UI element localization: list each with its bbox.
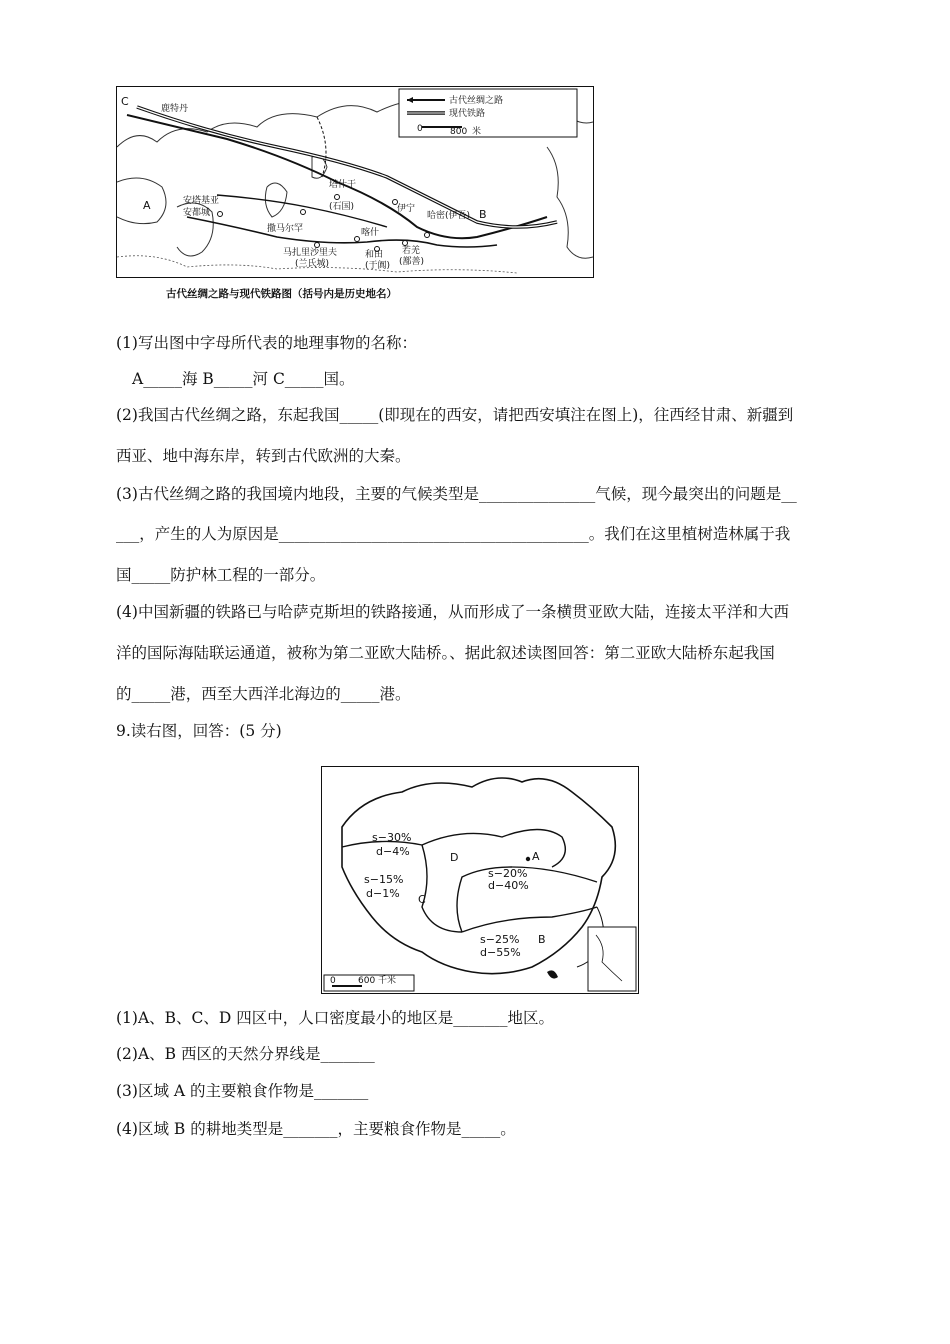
legend-silk-road: 古代丝绸之路 — [449, 96, 504, 106]
q9-part2: (2)A、B 西区的天然分界线是_______ — [116, 1045, 375, 1063]
q8-part4-line3: 的_____港，西至大西洋北海边的_____港。 — [116, 685, 411, 703]
label-tashkent-hist: (石国) — [329, 202, 355, 212]
label-merv-hist: (兰氏城) — [295, 259, 330, 269]
china-region-map — [321, 766, 639, 994]
label-tashkent: 塔什干 — [329, 180, 357, 190]
q8-part1: (1)写出图中字母所代表的地理事物的名称： — [116, 334, 417, 352]
scale-value: 800 — [450, 127, 468, 137]
label-merv: 马扎里沙里夫 — [283, 248, 338, 258]
label-d-d: d−4% — [376, 845, 410, 858]
label-b-d: d−55% — [480, 946, 521, 959]
label-c: C — [418, 893, 426, 906]
q8-part4-line2: 洋的国际海陆联运通道，被称为第二亚欧大陆桥。、据此叙述读图回答：第二亚欧大陆桥东起我国 — [116, 644, 775, 662]
silk-road-map-graphic — [117, 87, 593, 277]
label-hami: 哈密(伊吾) — [427, 211, 471, 221]
label-c: C — [121, 95, 129, 108]
scale-unit: 米 — [472, 127, 482, 137]
legend-railway: 现代铁路 — [449, 109, 486, 119]
label-c-s: s−15% — [364, 873, 404, 886]
label-ruoqiang-hist: (鄯善) — [399, 257, 425, 267]
label-d: D — [450, 851, 459, 864]
label-hotan-hist: (于阗) — [365, 261, 391, 271]
antakya-dot — [218, 212, 223, 217]
q9-part4: (4)区域 B 的耕地类型是_______，主要粮食作物是_____。 — [116, 1120, 516, 1138]
label-d-s: s−30% — [372, 831, 412, 844]
q9-title: 9.读右图，回答：(5 分) — [116, 722, 282, 740]
tashkent-dot — [335, 195, 340, 200]
map2-scale-value: 600 千米 — [358, 976, 397, 986]
q8-part4-line1: (4)中国新疆的铁路已与哈萨克斯坦的铁路接通，从而形成了一条横贯亚欧大陆，连接太平洋和大西 — [116, 603, 789, 621]
silk-road-map-caption: 古代丝绸之路与现代铁路图（括号内是历史地名） — [166, 288, 397, 300]
label-antakya-hist: 安都城 — [183, 208, 211, 218]
label-antakya: 安塔基亚 — [183, 196, 220, 206]
label-ruoqiang: 若羌 — [402, 246, 421, 256]
label-kashgar: 喀什 — [361, 228, 380, 238]
q9-part1: (1)A、B、C、D 四区中，人口密度最小的地区是_______地区。 — [116, 1009, 555, 1027]
label-hotan: 和田 — [365, 250, 384, 260]
label-b-s: s−25% — [480, 933, 520, 946]
label-rotterdam: 鹿特丹 — [161, 104, 189, 114]
q8-part3-line2: ___，产生的人为原因是________________________________________。我们在这里植树造林属于我 — [116, 525, 791, 543]
q8-part1-blanks: A_____海 B_____河 C_____国。 — [132, 370, 355, 388]
map2-scale-zero: 0 — [330, 976, 336, 986]
q8-part2-line1: (2)我国古代丝绸之路，东起我国_____(即现在的西安，请把西安填注在图上)，往西经甘肃、新疆到 — [116, 406, 794, 424]
silk-road-map — [116, 86, 594, 278]
q8-part2-line2: 西亚、地中海东岸，转到古代欧洲的大秦。 — [116, 447, 411, 465]
label-yining: 伊宁 — [397, 204, 416, 214]
hami-dot — [425, 233, 430, 238]
label-b: B — [479, 208, 487, 221]
merv-dot — [315, 243, 320, 248]
q8-part3-line3: 国_____防护林工程的一部分。 — [116, 566, 326, 584]
ruoqiang-dot — [403, 241, 408, 246]
samarkand-dot — [301, 210, 306, 215]
region-a-dot — [526, 857, 530, 861]
label-b: B — [538, 933, 546, 946]
label-a: A — [143, 199, 151, 212]
china-region-map-graphic — [322, 767, 638, 993]
label-a: A — [532, 850, 540, 863]
label-a-d: d−40% — [488, 879, 529, 892]
label-a-s: s−20% — [488, 867, 528, 880]
label-c-d: d−1% — [366, 887, 400, 900]
scale-zero: 0 — [417, 124, 423, 134]
kashgar-dot — [355, 237, 360, 242]
q9-part3: (3)区域 A 的主要粮食作物是_______ — [116, 1082, 369, 1100]
label-samarkand: 撒马尔罕 — [267, 224, 304, 234]
q8-part3-line1: (3)古代丝绸之路的我国境内地段，主要的气候类型是_______________气候，现今最突出的问题是__ — [116, 485, 797, 503]
